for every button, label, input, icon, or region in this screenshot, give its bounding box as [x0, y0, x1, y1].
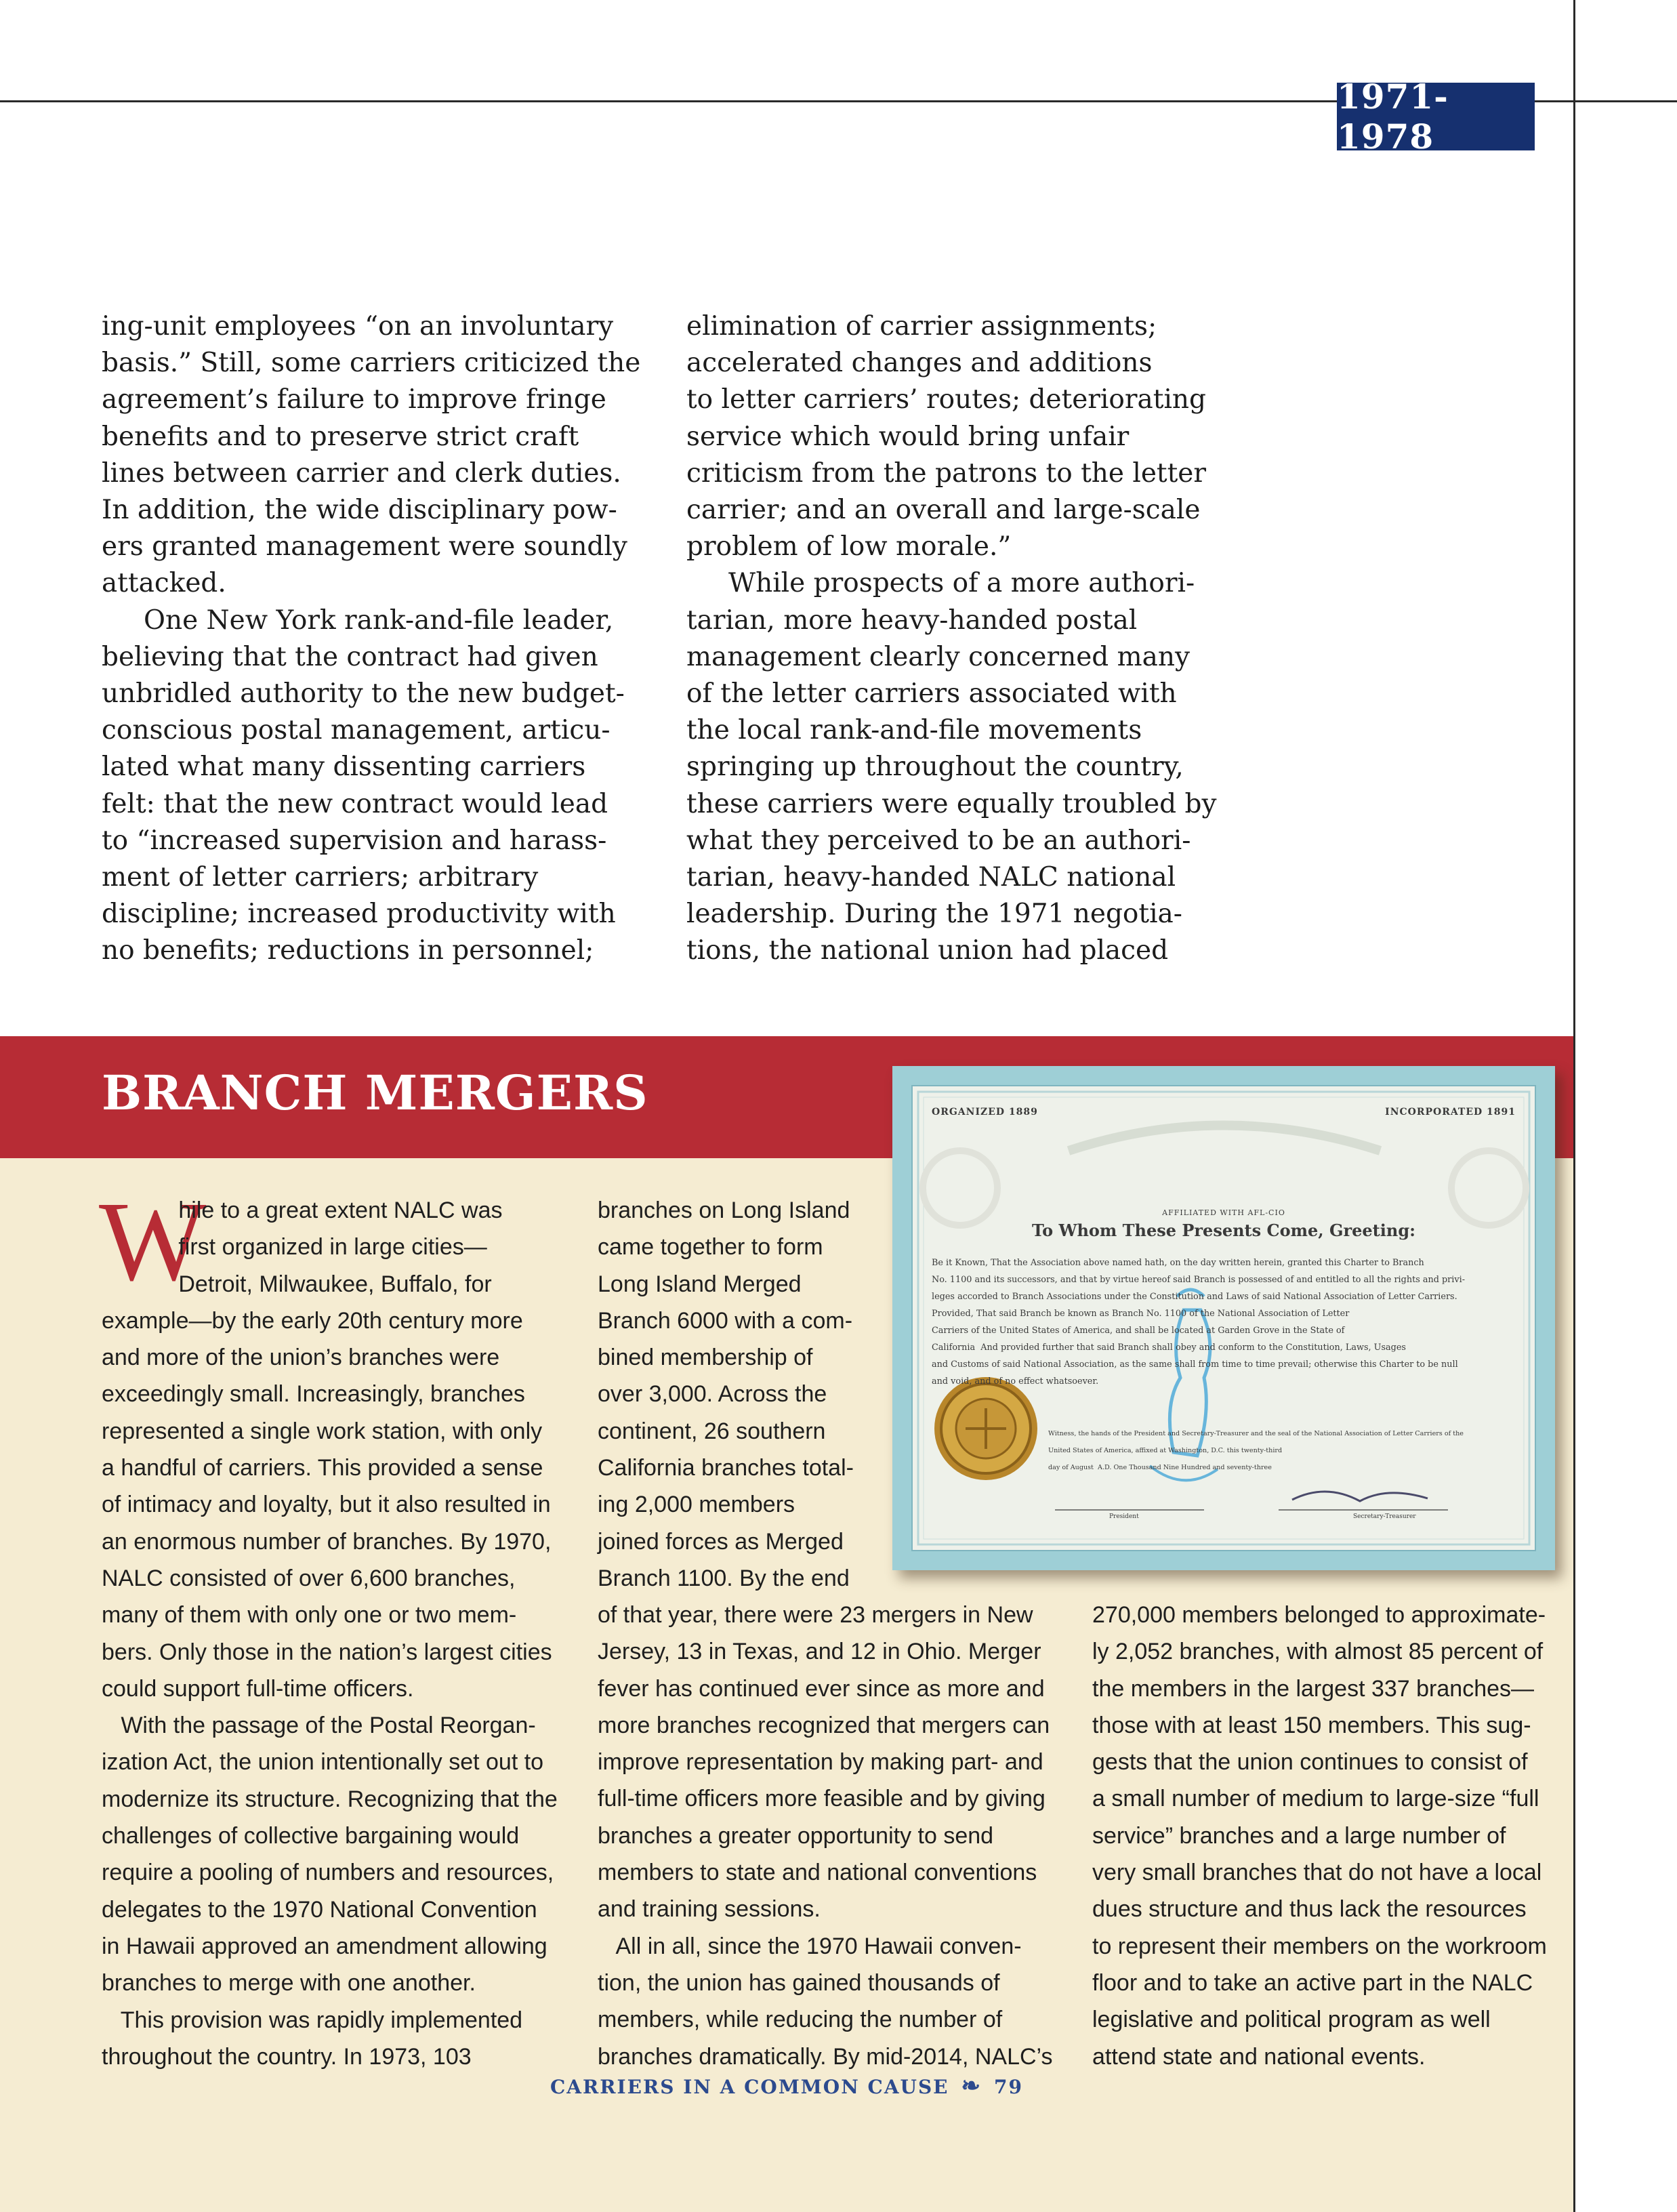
- text-line: elimination of carrier assignments;: [686, 311, 1157, 342]
- text-line: challenges of collective bargaining would: [102, 1823, 520, 1849]
- text-line: a handful of carriers. This provided a sense: [102, 1455, 543, 1481]
- sidebar-column-3: [1092, 1597, 1547, 2075]
- certificate-witness: [1048, 1425, 1516, 1476]
- text-line: tarian, more heavy-handed postal: [686, 605, 1138, 636]
- certificate-greeting: To Whom These Presents Come, Greeting:: [1032, 1221, 1415, 1240]
- text-line: discipline; increased productivity with: [102, 899, 616, 930]
- drop-cap: W: [99, 1179, 207, 1305]
- text-line: criticism from the patrons to the letter: [686, 457, 1206, 489]
- page-footer: [0, 2072, 1573, 2100]
- text-line: basis.” Still, some carriers criticized the: [102, 348, 641, 379]
- text-line: hile to a great extent NALC was: [102, 1197, 503, 1223]
- upper-text-right-column: [686, 308, 1262, 970]
- text-line: ment of letter carriers; arbitrary: [102, 862, 539, 893]
- text-line: an enormous number of branches. By 1970,: [102, 1528, 552, 1555]
- text-line: members to state and national conventions: [598, 1860, 1037, 1886]
- text-line: came together to form: [598, 1234, 823, 1261]
- text-line: members, while reducing the number of: [598, 2007, 1003, 2033]
- text-line: legislative and political program as well: [1092, 2007, 1491, 2033]
- text-line: tarian, heavy-handed NALC national: [686, 862, 1176, 893]
- text-line: to represent their members on the workroom: [1092, 1933, 1547, 1959]
- text-line: of that year, there were 23 mergers in New: [598, 1602, 1033, 1628]
- certificate-secretary-label: Secretary-Treasurer: [1353, 1513, 1416, 1520]
- text-line: believing that the contract had given: [102, 641, 598, 672]
- text-line: management clearly concerned many: [686, 641, 1191, 672]
- text-line: no benefits; reductions in personnel;: [102, 935, 594, 966]
- text-line: many of them with only one or two mem-: [102, 1602, 517, 1629]
- text-line: modernize its structure. Recognizing that the: [102, 1786, 558, 1812]
- text-line: bers. Only those in the nation’s largest cities: [102, 1639, 552, 1665]
- text-line: service” branches and a large number of: [1092, 1822, 1506, 1849]
- certificate-body: [932, 1254, 1521, 1390]
- text-line: tions, the national union had placed: [686, 935, 1169, 966]
- text-line: first organized in large cities—: [102, 1234, 487, 1261]
- certificate-witness-line: day of August A.D. One Thousand Nine Hundred and seventy-three: [1048, 1464, 1272, 1471]
- certificate-witness-line: United States of America, affixed at Washington, D.C. this twenty-third: [1048, 1447, 1283, 1454]
- upper-text-left-column: [102, 308, 678, 970]
- text-line: a small number of medium to large-size “full: [1092, 1786, 1539, 1812]
- text-line: This provision was rapidly implemented: [102, 2007, 523, 2033]
- text-line: continent, 26 southern: [598, 1418, 826, 1444]
- sidebar-column-2-bottom: [598, 1597, 1052, 2075]
- text-line: ing 2,000 members: [598, 1492, 795, 1518]
- text-line: throughout the country. In 1973, 103: [102, 2043, 472, 2070]
- text-line: exceedingly small. Increasingly, branches: [102, 1381, 525, 1408]
- certificate-organized: ORGANIZED 1889: [932, 1107, 1038, 1118]
- text-line: service which would bring unfair: [686, 421, 1130, 452]
- right-margin-rule: [1573, 0, 1575, 2212]
- text-line: While prospects of a more authori-: [686, 568, 1195, 599]
- text-line: All in all, since the 1970 Hawaii conven-: [598, 1933, 1022, 1959]
- certificate-line: leges accorded to Branch Associations under the Constitution and Laws of said National Association of Letter Carriers.: [932, 1292, 1457, 1302]
- text-line: Long Island Merged: [598, 1271, 802, 1297]
- sidebar-column-1: [102, 1192, 558, 2075]
- text-line: of the letter carriers associated with: [686, 678, 1177, 710]
- text-line: gests that the union continues to consist of: [1092, 1749, 1528, 1776]
- text-line: agreement’s failure to improve fringe: [102, 384, 606, 415]
- text-line: ers granted management were soundly: [102, 531, 627, 562]
- text-line: accelerated changes and additions: [686, 348, 1153, 379]
- text-line: to “increased supervision and harass-: [102, 825, 607, 856]
- text-line: represented a single work station, with only: [102, 1418, 543, 1444]
- certificate-line: and void, and of no effect whatsoever.: [932, 1376, 1099, 1387]
- sidebar-title: BRANCH MERGERS: [102, 1065, 648, 1121]
- text-line: In addition, the wide disciplinary pow-: [102, 495, 617, 526]
- text-line: 270,000 members belonged to approximate-: [1092, 1602, 1546, 1628]
- text-line: Jersey, 13 in Texas, and 12 in Ohio. Merger: [598, 1639, 1041, 1665]
- text-line: branches on Long Island: [598, 1197, 850, 1223]
- text-line: tion, the union has gained thousands of: [598, 1969, 1000, 1996]
- certificate-witness-line: Witness, the hands of the President and Secretary-Treasurer and the seal of the National Association of Letter Carriers of the: [1048, 1430, 1464, 1437]
- text-line: felt: that the new contract would lead: [102, 788, 608, 819]
- text-line: unbridled authority to the new budget-: [102, 678, 625, 710]
- certificate-line: Be it Known, That the Association above named hath, on the day written herein, granted this Charter to Branch: [932, 1258, 1424, 1268]
- text-line: branches a greater opportunity to send: [598, 1822, 994, 1849]
- text-line: carrier; and an overall and large-scale: [686, 495, 1201, 526]
- text-line: dues structure and thus lack the resources: [1092, 1896, 1527, 1923]
- text-line: With the passage of the Postal Reorgan-: [102, 1713, 536, 1739]
- text-line: ing-unit employees “on an involuntary: [102, 311, 614, 342]
- text-line: problem of low morale.”: [686, 531, 1012, 562]
- text-line: those with at least 150 members. This sug-: [1092, 1712, 1531, 1738]
- text-line: lines between carrier and clerk duties.: [102, 457, 621, 489]
- text-line: to letter carriers’ routes; deteriorating: [686, 384, 1207, 415]
- text-line: improve representation by making part- and: [598, 1749, 1043, 1776]
- text-line: Branch 6000 with a com-: [598, 1307, 853, 1334]
- certificate-paper: [911, 1085, 1536, 1551]
- text-line: floor and to take an active part in the NALC: [1092, 1969, 1533, 1996]
- text-line: require a pooling of numbers and resources,: [102, 1860, 554, 1886]
- text-line: very small branches that do not have a local: [1092, 1860, 1542, 1886]
- certificate-line: No. 1100 and its successors, and that by virtue hereof said Branch is possessed of and entitled to all the rights and privi-: [932, 1275, 1466, 1285]
- text-line: ization Act, the union intentionally set out to: [102, 1749, 544, 1776]
- text-line: could support full-time officers.: [102, 1675, 414, 1702]
- text-line: the members in the largest 337 branches—: [1092, 1675, 1535, 1702]
- text-line: benefits and to preserve strict craft: [102, 421, 579, 452]
- text-line: in Hawaii approved an amendment allowing: [102, 1933, 547, 1959]
- page-number: 79: [994, 2076, 1023, 2098]
- branch-charter-certificate-image: [892, 1066, 1555, 1570]
- text-line: more branches recognized that mergers can: [598, 1712, 1050, 1738]
- text-line: and more of the union’s branches were: [102, 1345, 500, 1371]
- text-line: branches to merge with one another.: [102, 1970, 476, 1996]
- text-line: NALC consisted of over 6,600 branches,: [102, 1565, 516, 1591]
- leaf-ornament-icon: ❧: [961, 2072, 982, 2100]
- text-line: springing up throughout the country,: [686, 752, 1184, 783]
- sidebar-column-2-top: [598, 1192, 854, 1597]
- text-line: lated what many dissenting carriers: [102, 752, 586, 783]
- text-line: fever has continued ever since as more and: [598, 1675, 1045, 1702]
- certificate-line: California And provided further that said Branch shall obey and conform to the Constitution, Laws, Usages: [932, 1343, 1406, 1353]
- certificate-line: Carriers of the United States of America, and shall be located at Garden Grove in the State of: [932, 1326, 1345, 1336]
- text-line: attend state and national events.: [1092, 2043, 1426, 2070]
- text-line: full-time officers more feasible and by giving: [598, 1786, 1045, 1812]
- text-line: attacked.: [102, 568, 226, 599]
- text-line: California branches total-: [598, 1455, 854, 1481]
- text-line: leadership. During the 1971 negotia-: [686, 899, 1182, 930]
- text-line: bined membership of: [598, 1345, 813, 1371]
- text-line: branches dramatically. By mid-2014, NALC’s: [598, 2043, 1053, 2070]
- certificate-president-label: President: [1109, 1513, 1139, 1520]
- text-line: Detroit, Milwaukee, Buffalo, for: [102, 1271, 492, 1297]
- era-tab: 1971-1978: [1337, 83, 1535, 150]
- text-line: the local rank-and-file movements: [686, 715, 1142, 746]
- text-line: delegates to the 1970 National Convention: [102, 1896, 537, 1923]
- gold-seal: [934, 1377, 1037, 1480]
- running-title: CARRIERS IN A COMMON CAUSE: [550, 2076, 949, 2098]
- certificate-line: and Customs of said National Association, as the same shall from time to time prevail; otherwise this Charter to be null: [932, 1359, 1458, 1370]
- text-line: and training sessions.: [598, 1896, 821, 1923]
- text-line: ly 2,052 branches, with almost 85 percent of: [1092, 1639, 1544, 1665]
- text-line: One New York rank-and-file leader,: [102, 605, 614, 636]
- certificate-line: Provided, That said Branch be known as Branch No. 1100 of the National Association of Letter: [932, 1309, 1350, 1319]
- text-line: of intimacy and loyalty, but it also resulted in: [102, 1492, 551, 1518]
- text-line: joined forces as Merged: [598, 1528, 844, 1555]
- text-line: over 3,000. Across the: [598, 1381, 827, 1408]
- text-line: Branch 1100. By the end: [598, 1565, 850, 1591]
- certificate-affiliated: AFFILIATED WITH AFL-CIO: [1162, 1208, 1285, 1217]
- text-line: these carriers were equally troubled by: [686, 788, 1217, 819]
- text-line: what they perceived to be an authori-: [686, 825, 1191, 856]
- text-line: conscious postal management, articu-: [102, 715, 610, 746]
- certificate-incorporated: INCORPORATED 1891: [1385, 1107, 1516, 1118]
- text-line: example—by the early 20th century more: [102, 1307, 523, 1334]
